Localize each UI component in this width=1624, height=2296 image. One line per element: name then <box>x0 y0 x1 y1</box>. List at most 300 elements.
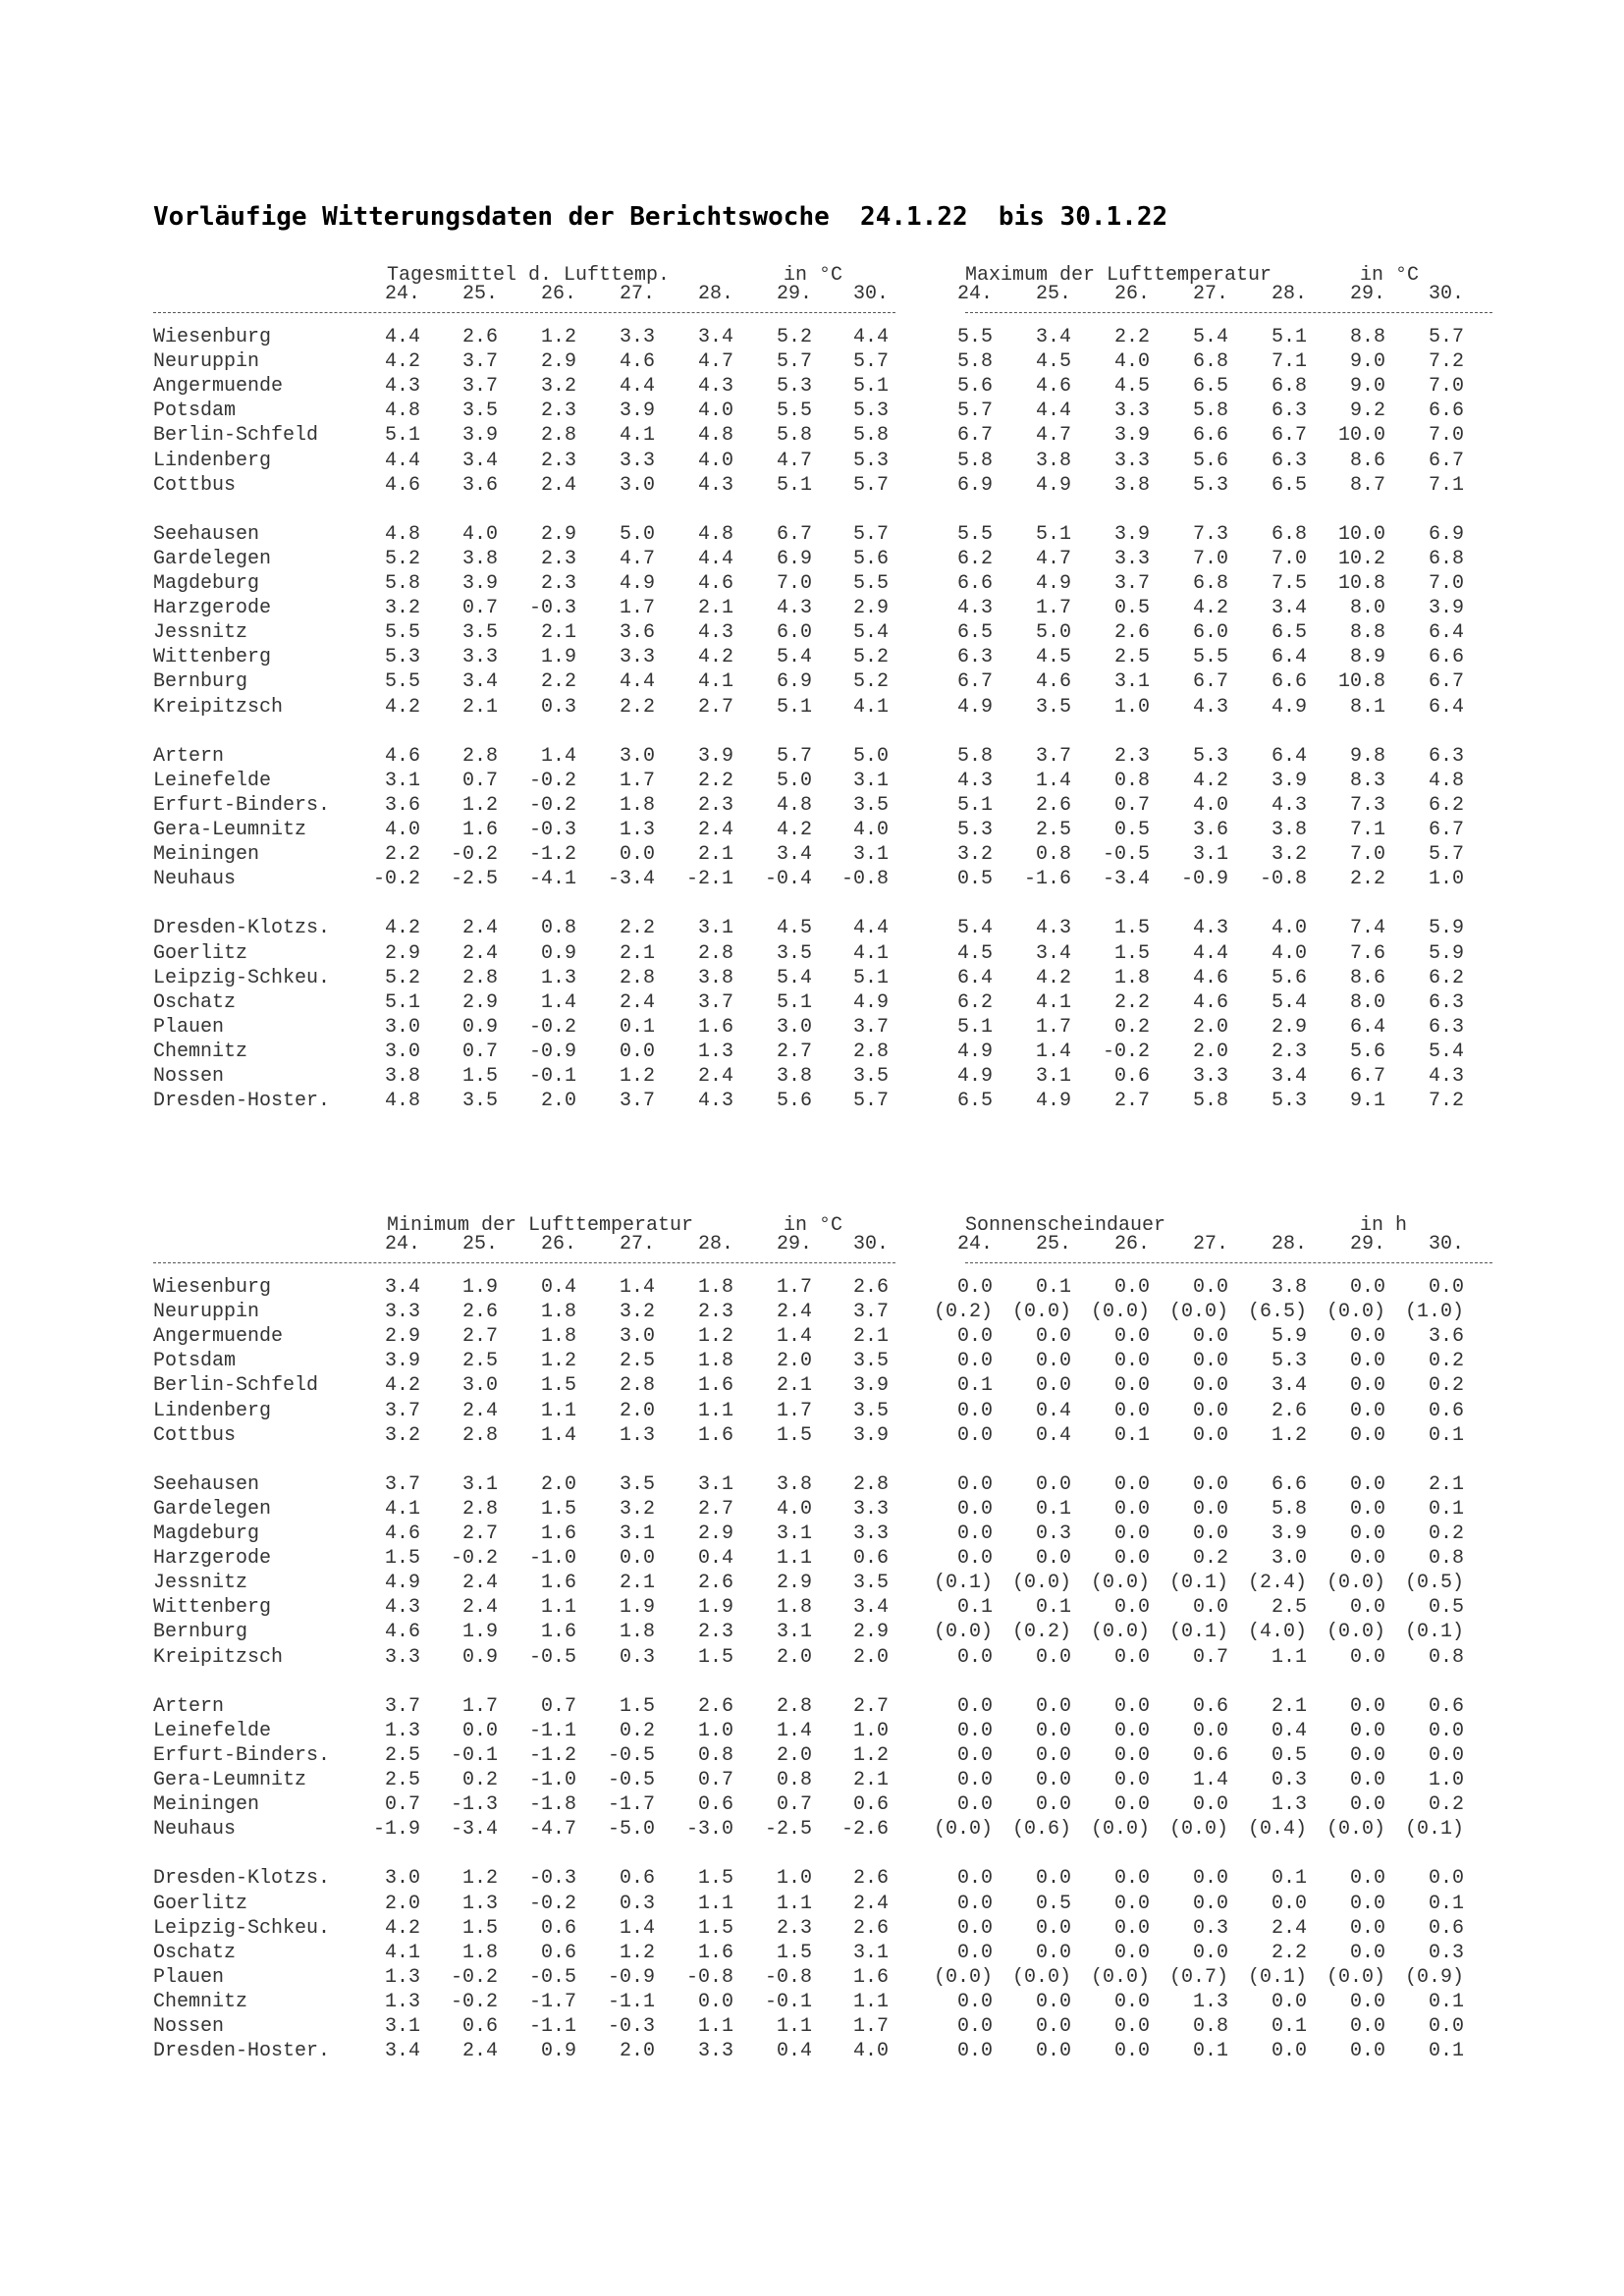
min-value: 3.1 <box>852 1941 889 1964</box>
min-value: -1.9 <box>372 1818 420 1842</box>
station-name: Erfurt-Binders. <box>153 1743 331 1767</box>
mean-value: 2.0 <box>540 1090 576 1113</box>
mean-value: 0.0 <box>619 1040 655 1063</box>
sun-value: 0.0 <box>956 1399 993 1422</box>
sun-value: 0.0 <box>1113 1547 1150 1571</box>
min-value: -2.5 <box>764 1818 812 1842</box>
sun-value: (0.2) <box>933 1301 993 1324</box>
sun-value: 6.6 <box>1271 1472 1307 1496</box>
station-name: Gera-Leumnitz <box>153 819 307 841</box>
sun-value: 0.0 <box>956 1472 993 1496</box>
max-value: 4.0 <box>1113 350 1150 374</box>
mean-value: 5.7 <box>776 350 812 374</box>
max-value: 6.6 <box>1192 424 1228 448</box>
sun-value: (4.0) <box>1247 1621 1307 1644</box>
max-value: 2.0 <box>1192 1040 1228 1063</box>
max-value: 7.3 <box>1349 793 1385 817</box>
min-value: -0.8 <box>685 1965 733 1989</box>
sun-value: (0.1) <box>1168 1621 1228 1644</box>
mean-value: 2.9 <box>852 597 889 620</box>
sun-value: 0.6 <box>1428 1694 1464 1718</box>
min-value: 1.2 <box>461 1867 498 1891</box>
sun-value: 0.0 <box>1113 1522 1150 1545</box>
station-name: Neuruppin <box>153 350 260 374</box>
min-value: 1.3 <box>461 1892 498 1915</box>
sun-value: (0.0) <box>933 1818 993 1842</box>
max-value: 6.5 <box>956 1090 993 1113</box>
mean-value: 4.3 <box>697 375 733 399</box>
sun-value: 0.3 <box>1035 1522 1071 1545</box>
min-value: 0.4 <box>540 1276 576 1299</box>
min-value: 0.7 <box>776 1793 812 1817</box>
max-value: 3.5 <box>1035 695 1071 719</box>
max-value: 8.8 <box>1349 621 1385 645</box>
mean-value: 6.9 <box>776 670 812 694</box>
sun-value: 3.9 <box>1271 1522 1307 1545</box>
max-value: 4.3 <box>1428 1065 1464 1088</box>
mean-value: 2.4 <box>540 473 576 497</box>
mean-value: 2.4 <box>697 1065 733 1088</box>
sun-value: (0.0) <box>1090 1572 1150 1595</box>
max-value: 5.9 <box>1428 941 1464 965</box>
mean-value: 3.3 <box>619 326 655 348</box>
mean-value: 1.3 <box>697 1040 733 1063</box>
station-name: Bernburg <box>153 670 248 694</box>
sun-value: 0.0 <box>1035 1793 1071 1817</box>
mean-value: 5.1 <box>852 375 889 399</box>
sun-value: 0.0 <box>956 1743 993 1767</box>
sun-value: 0.0 <box>1349 1596 1385 1620</box>
max-value: 10.2 <box>1337 547 1385 570</box>
min-day-header: 28. <box>697 1233 733 1255</box>
station-name: Harzgerode <box>153 1547 272 1571</box>
station-name: Bernburg <box>153 1621 248 1644</box>
min-value: 2.5 <box>384 1769 420 1791</box>
mean-value: 2.4 <box>697 819 733 841</box>
min-value: -1.1 <box>528 1719 576 1742</box>
sun-value: 3.6 <box>1428 1325 1464 1349</box>
max-value: -3.4 <box>1102 868 1150 891</box>
sun-value: 0.0 <box>1428 2015 1464 2038</box>
mean-value: 5.6 <box>776 1090 812 1113</box>
max-value: 9.0 <box>1349 375 1385 399</box>
mean-value: 1.2 <box>461 793 498 817</box>
sun-value: 0.6 <box>1192 1694 1228 1718</box>
max-value: 5.3 <box>1192 744 1228 768</box>
max-value: 5.1 <box>956 793 993 817</box>
min-value: 1.0 <box>697 1719 733 1742</box>
station-name: Potsdam <box>153 400 237 423</box>
max-value: 7.0 <box>1192 547 1228 570</box>
sun-value: 0.1 <box>1113 1423 1150 1447</box>
min-value: 1.2 <box>697 1325 733 1349</box>
min-value: 1.8 <box>540 1301 576 1324</box>
sun-value: 0.0 <box>1113 2015 1150 2038</box>
mean-value: 4.8 <box>384 1090 420 1113</box>
max-value: 4.8 <box>1428 769 1464 792</box>
max-value: -1.6 <box>1023 868 1071 891</box>
sun-value: 0.4 <box>1271 1719 1307 1742</box>
max-value: 4.3 <box>1192 917 1228 940</box>
station-name: Meiningen <box>153 843 260 867</box>
max-value: 7.0 <box>1349 843 1385 867</box>
min-value: 3.4 <box>384 2040 420 2063</box>
mean-value: 0.7 <box>461 1040 498 1063</box>
sun-value: (0.0) <box>1326 1572 1385 1595</box>
sun-value: 0.0 <box>1192 1350 1228 1373</box>
max-value: 8.0 <box>1349 990 1385 1014</box>
mean-value: 0.1 <box>619 1015 655 1039</box>
min-value: -0.8 <box>764 1965 812 1989</box>
sun-value: 0.2 <box>1428 1374 1464 1398</box>
max-value: 6.7 <box>1192 670 1228 694</box>
mean-value: 3.9 <box>619 400 655 423</box>
max-value: 4.9 <box>956 1065 993 1088</box>
max-value: 4.3 <box>1035 917 1071 940</box>
max-value: 6.9 <box>1428 522 1464 546</box>
max-day-header: 27. <box>1192 283 1228 305</box>
min-value: 0.0 <box>697 1990 733 2013</box>
min-value: 0.3 <box>619 1645 655 1669</box>
min-value: 4.3 <box>384 1596 420 1620</box>
min-value: 3.4 <box>852 1596 889 1620</box>
sun-value: 0.3 <box>1428 1941 1464 1964</box>
min-value: -0.1 <box>764 1990 812 2013</box>
max-value: 6.7 <box>1349 1065 1385 1088</box>
min-value: 2.0 <box>619 2040 655 2063</box>
max-value: 4.3 <box>1271 793 1307 817</box>
min-value: -0.2 <box>450 1990 498 2013</box>
mean-value: 3.7 <box>852 1015 889 1039</box>
max-day-header: 26. <box>1113 283 1150 305</box>
max-value: 3.4 <box>1035 941 1071 965</box>
max-value: 4.9 <box>1035 572 1071 595</box>
mean-value: 4.7 <box>697 350 733 374</box>
max-value: 9.8 <box>1349 744 1385 768</box>
sun-value: 0.0 <box>1035 1694 1071 1718</box>
sun-value: 0.0 <box>1113 1645 1150 1669</box>
sun-value: (0.4) <box>1247 1818 1307 1842</box>
sun-value: (0.0) <box>1011 1301 1071 1324</box>
sun-value: 1.1 <box>1271 1645 1307 1669</box>
max-value: 9.2 <box>1349 400 1385 423</box>
max-value: 9.0 <box>1349 350 1385 374</box>
header-divider <box>153 1262 895 1263</box>
min-value: 3.9 <box>852 1374 889 1398</box>
max-value: 5.8 <box>956 744 993 768</box>
sun-value: 0.1 <box>1428 1892 1464 1915</box>
sun-value: 0.0 <box>956 1769 993 1791</box>
sun-value: 1.3 <box>1271 1793 1307 1817</box>
min-value: 4.6 <box>384 1621 420 1644</box>
max-value: 1.7 <box>1035 1015 1071 1039</box>
min-value: 1.6 <box>852 1965 889 1989</box>
station-name: Dresden-Klotzs. <box>153 917 331 940</box>
max-value: -0.9 <box>1180 868 1228 891</box>
sun-value: (0.5) <box>1404 1572 1464 1595</box>
min-value: -1.0 <box>528 1547 576 1571</box>
max-value: 2.2 <box>1113 326 1150 348</box>
max-value: 6.8 <box>1428 547 1464 570</box>
min-value: 3.0 <box>384 1867 420 1891</box>
mean-value: 4.0 <box>461 522 498 546</box>
min-value: 0.7 <box>384 1793 420 1817</box>
mean-value: 2.7 <box>776 1040 812 1063</box>
min-value: 1.5 <box>540 1497 576 1521</box>
mean-value: 0.9 <box>461 1015 498 1039</box>
min-value: 0.9 <box>540 2040 576 2063</box>
max-value: 3.6 <box>1192 819 1228 841</box>
max-value: 6.2 <box>956 547 993 570</box>
sun-value: 0.0 <box>1428 1867 1464 1891</box>
mean-value: 3.1 <box>852 843 889 867</box>
max-value: 6.7 <box>1428 819 1464 841</box>
station-name: Gardelegen <box>153 547 272 570</box>
sun-value: 0.0 <box>1349 1472 1385 1496</box>
max-unit-label: in °C <box>1360 264 1420 287</box>
max-value: 6.3 <box>956 646 993 669</box>
mean-value: 5.4 <box>776 966 812 989</box>
sun-value: 0.0 <box>1349 1743 1385 1767</box>
max-value: 7.0 <box>1428 375 1464 399</box>
sun-value: 0.1 <box>1428 1497 1464 1521</box>
sun-value: 1.0 <box>1428 1769 1464 1791</box>
max-value: 2.0 <box>1192 1015 1228 1039</box>
max-value: 7.2 <box>1428 350 1464 374</box>
mean-value: 5.2 <box>776 326 812 348</box>
mean-value: 6.0 <box>776 621 812 645</box>
sun-value: 0.0 <box>956 1719 993 1742</box>
sun-value: 0.4 <box>1035 1423 1071 1447</box>
sun-value: 0.0 <box>1428 1719 1464 1742</box>
sun-value: 0.3 <box>1271 1769 1307 1791</box>
mean-value: 4.1 <box>619 424 655 448</box>
sun-value: (0.2) <box>1011 1621 1071 1644</box>
min-value: 2.5 <box>384 1743 420 1767</box>
mean-value: 5.1 <box>776 990 812 1014</box>
sun-value: 0.0 <box>1113 1769 1150 1791</box>
sun-value: 0.0 <box>1035 2040 1071 2063</box>
sun-value: (0.0) <box>933 1965 993 1989</box>
min-value: 1.4 <box>619 1916 655 1940</box>
station-name: Cottbus <box>153 473 237 497</box>
max-value: 3.1 <box>1035 1065 1071 1088</box>
max-value: 6.8 <box>1192 350 1228 374</box>
mean-value: 2.3 <box>697 793 733 817</box>
min-value: 1.4 <box>776 1719 812 1742</box>
min-unit-label: in °C <box>784 1214 843 1237</box>
mean-unit-label: in °C <box>784 264 843 287</box>
mean-value: 4.6 <box>384 473 420 497</box>
sun-value: 0.0 <box>1035 1743 1071 1767</box>
mean-value: 5.2 <box>852 646 889 669</box>
mean-value: 3.5 <box>852 1065 889 1088</box>
station-name: Seehausen <box>153 1472 260 1496</box>
mean-value: 2.9 <box>384 941 420 965</box>
min-value: -0.5 <box>528 1645 576 1669</box>
sun-value: 0.2 <box>1428 1793 1464 1817</box>
sun-value: 0.0 <box>1035 1941 1071 1964</box>
station-name: Dresden-Hoster. <box>153 2040 331 2063</box>
station-name: Cottbus <box>153 1423 237 1447</box>
min-value: 3.9 <box>852 1423 889 1447</box>
min-value: 3.5 <box>852 1572 889 1595</box>
mean-value: 5.2 <box>384 966 420 989</box>
sun-value: 0.0 <box>1349 1276 1385 1299</box>
min-value: 1.2 <box>540 1350 576 1373</box>
mean-value: 4.3 <box>697 1090 733 1113</box>
max-value: 5.5 <box>956 522 993 546</box>
max-value: 4.1 <box>1035 990 1071 1014</box>
max-value: 0.2 <box>1113 1015 1150 1039</box>
min-value: 1.1 <box>697 1399 733 1422</box>
max-value: 5.3 <box>1192 473 1228 497</box>
mean-value: 4.3 <box>384 375 420 399</box>
sun-value: (0.0) <box>1090 1818 1150 1842</box>
min-value: -5.0 <box>607 1818 655 1842</box>
min-value: 3.1 <box>697 1472 733 1496</box>
min-value: 0.6 <box>540 1916 576 1940</box>
max-day-header: 29. <box>1349 283 1385 305</box>
mean-value: 5.5 <box>852 572 889 595</box>
sun-value: 0.0 <box>1349 1497 1385 1521</box>
sun-value: 0.0 <box>1349 1350 1385 1373</box>
sun-value: 2.2 <box>1271 1941 1307 1964</box>
max-value: 4.5 <box>1035 646 1071 669</box>
sun-day-header: 28. <box>1271 1233 1307 1255</box>
max-value: 4.9 <box>956 1040 993 1063</box>
sun-value: 0.6 <box>1428 1399 1464 1422</box>
min-value: 0.0 <box>461 1719 498 1742</box>
sun-day-header: 27. <box>1192 1233 1228 1255</box>
min-value: 0.6 <box>852 1793 889 1817</box>
max-value: 7.5 <box>1271 572 1307 595</box>
min-value: 2.0 <box>540 1472 576 1496</box>
max-value: 8.0 <box>1349 597 1385 620</box>
mean-value: 2.6 <box>461 326 498 348</box>
mean-value: -0.8 <box>840 868 889 891</box>
sun-value: 0.0 <box>1192 1867 1228 1891</box>
min-value: 1.5 <box>776 1423 812 1447</box>
min-value: 1.6 <box>697 1423 733 1447</box>
mean-value: 4.6 <box>384 744 420 768</box>
mean-value: 1.3 <box>619 819 655 841</box>
min-value: 1.5 <box>697 1916 733 1940</box>
min-value: 2.8 <box>852 1472 889 1496</box>
mean-value: 5.5 <box>776 400 812 423</box>
max-value: 8.6 <box>1349 449 1385 472</box>
sun-value: (0.0) <box>933 1621 993 1644</box>
max-value: 6.7 <box>956 424 993 448</box>
mean-value: 3.1 <box>384 769 420 792</box>
max-value: 6.6 <box>1271 670 1307 694</box>
mean-value: -0.9 <box>528 1040 576 1063</box>
sun-value: 0.2 <box>1428 1522 1464 1545</box>
min-value: 3.4 <box>384 1276 420 1299</box>
mean-value: 4.2 <box>697 646 733 669</box>
sun-value: 0.0 <box>1035 1719 1071 1742</box>
max-value: 3.9 <box>1271 769 1307 792</box>
mean-value: 1.4 <box>540 990 576 1014</box>
max-value: 5.5 <box>956 326 993 348</box>
mean-value: 2.1 <box>619 941 655 965</box>
max-value: 4.6 <box>1035 670 1071 694</box>
sun-value: 0.0 <box>1271 1990 1307 2013</box>
max-value: 4.6 <box>1035 375 1071 399</box>
mean-value: 4.4 <box>697 547 733 570</box>
sun-value: 0.0 <box>1192 1276 1228 1299</box>
sun-value: 0.0 <box>1113 1276 1150 1299</box>
mean-value: 5.8 <box>776 424 812 448</box>
min-value: 4.1 <box>384 1497 420 1521</box>
max-value: 2.5 <box>1113 646 1150 669</box>
mean-value: 3.7 <box>461 375 498 399</box>
mean-value: 5.8 <box>852 424 889 448</box>
min-section-header: Minimum der Lufttemperatur <box>387 1214 694 1237</box>
max-value: 4.2 <box>1192 769 1228 792</box>
max-day-header: 24. <box>956 283 993 305</box>
station-name: Meiningen <box>153 1793 260 1817</box>
mean-value: 2.2 <box>384 843 420 867</box>
min-value: 3.2 <box>384 1423 420 1447</box>
sun-value: 0.0 <box>1192 1423 1228 1447</box>
mean-value: 3.5 <box>461 400 498 423</box>
max-value: 4.7 <box>1035 547 1071 570</box>
min-value: 2.7 <box>461 1325 498 1349</box>
max-value: 4.5 <box>1113 375 1150 399</box>
min-value: 2.6 <box>852 1867 889 1891</box>
max-value: 6.2 <box>1428 966 1464 989</box>
mean-value: 3.2 <box>540 375 576 399</box>
sun-value: 0.8 <box>1428 1645 1464 1669</box>
max-value: 7.2 <box>1428 1090 1464 1113</box>
station-name: Wittenberg <box>153 646 272 669</box>
min-value: 2.4 <box>461 2040 498 2063</box>
min-value: -0.9 <box>607 1965 655 1989</box>
mean-value: 0.8 <box>540 917 576 940</box>
min-value: 3.7 <box>384 1472 420 1496</box>
min-value: -0.2 <box>528 1892 576 1915</box>
max-value: 4.0 <box>1271 941 1307 965</box>
sun-value: 0.5 <box>1271 1743 1307 1767</box>
sun-value: 0.0 <box>1192 1793 1228 1817</box>
min-value: 3.1 <box>776 1621 812 1644</box>
sun-value: (0.1) <box>933 1572 993 1595</box>
mean-value: 5.0 <box>776 769 812 792</box>
station-name: Jessnitz <box>153 1572 248 1595</box>
max-value: 0.5 <box>956 868 993 891</box>
mean-value: 5.1 <box>776 473 812 497</box>
max-value: 2.2 <box>1349 868 1385 891</box>
max-value: 5.1 <box>1035 522 1071 546</box>
mean-value: 3.8 <box>461 547 498 570</box>
min-value: -0.3 <box>528 1867 576 1891</box>
max-value: 3.2 <box>956 843 993 867</box>
mean-value: 4.1 <box>852 695 889 719</box>
max-value: 7.0 <box>1271 547 1307 570</box>
max-value: 5.1 <box>956 1015 993 1039</box>
min-value: 2.6 <box>697 1572 733 1595</box>
min-value: 1.5 <box>384 1547 420 1571</box>
sun-value: 0.5 <box>1428 1596 1464 1620</box>
min-value: 1.9 <box>461 1621 498 1644</box>
min-value: 1.1 <box>540 1399 576 1422</box>
max-value: 3.9 <box>1113 424 1150 448</box>
min-value: 2.6 <box>852 1916 889 1940</box>
min-value: 2.1 <box>852 1325 889 1349</box>
mean-value: 5.4 <box>776 646 812 669</box>
mean-value: 5.1 <box>776 695 812 719</box>
